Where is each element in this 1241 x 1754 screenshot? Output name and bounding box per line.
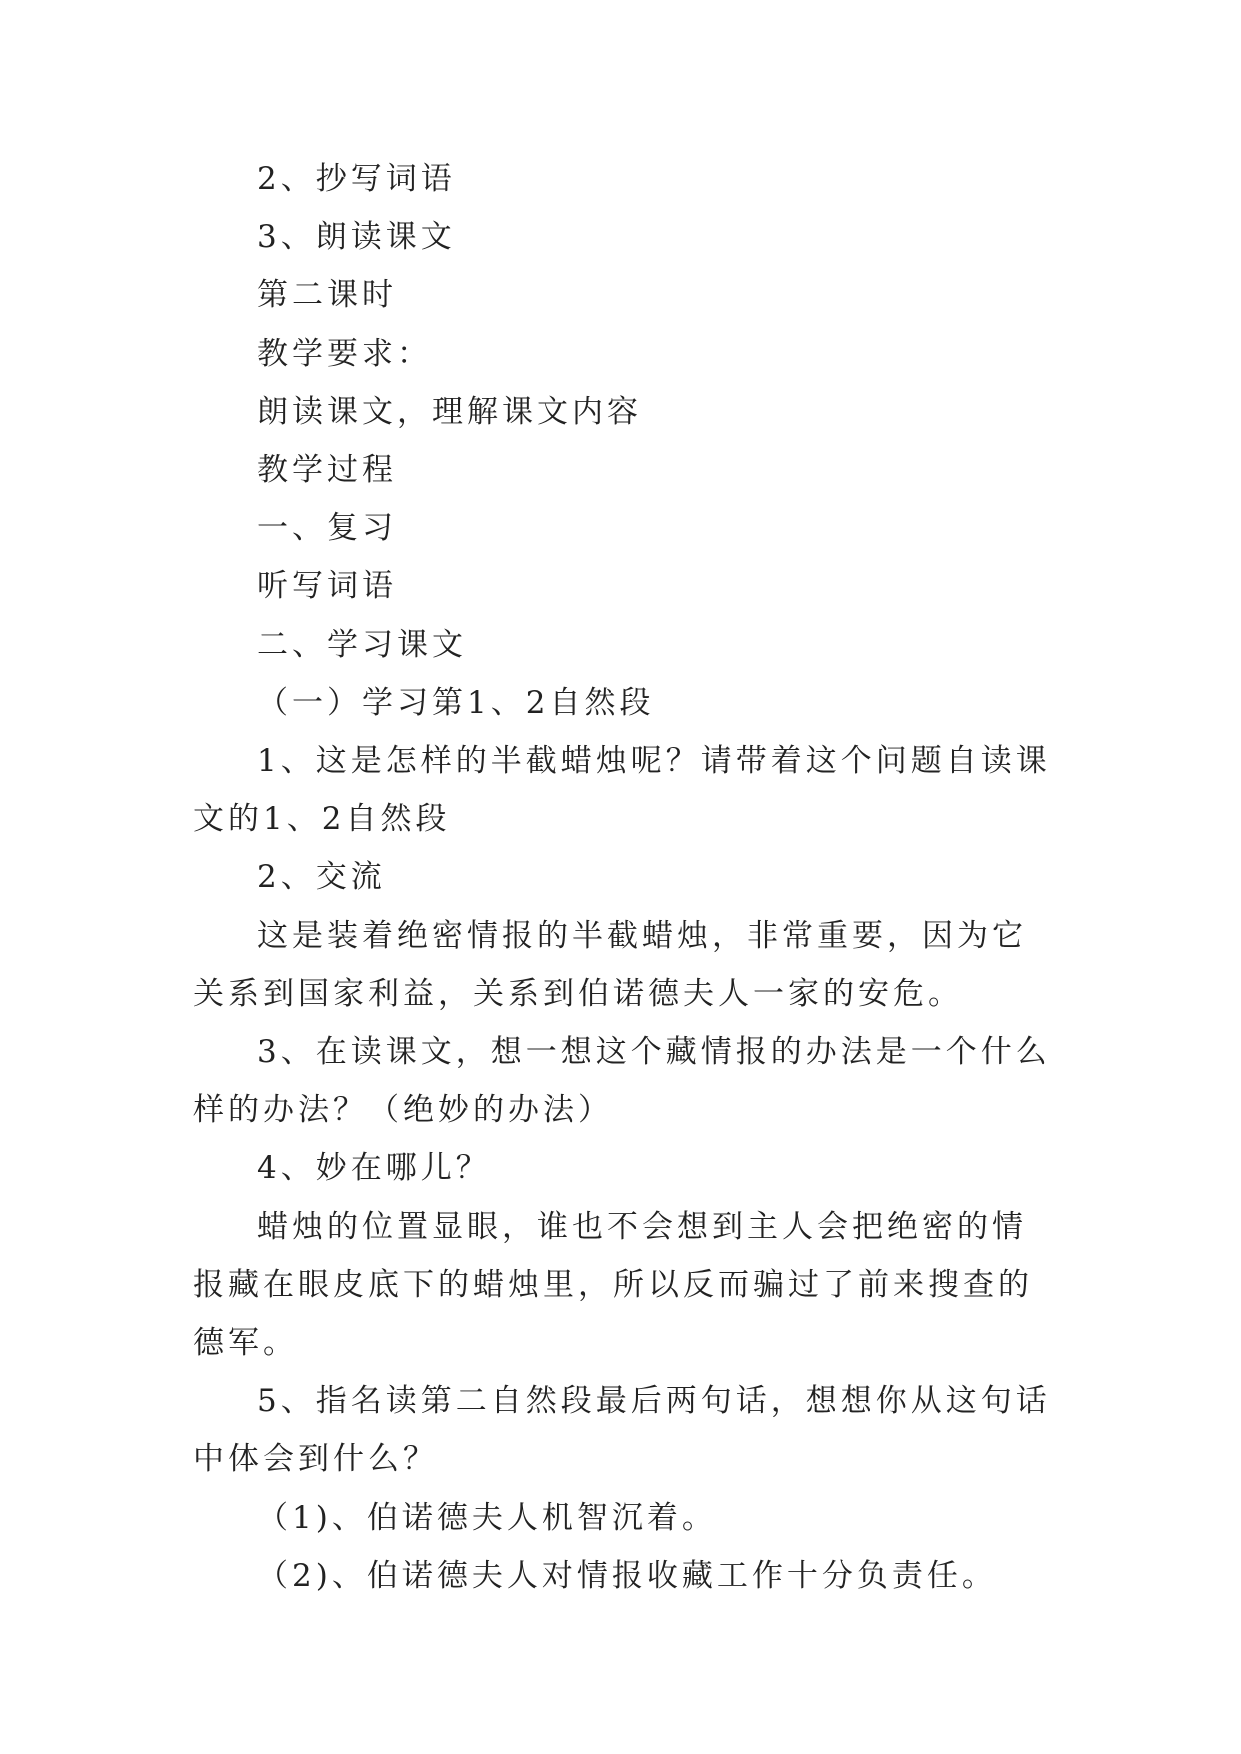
section-heading: 二、学习课文 — [257, 626, 467, 663]
list-item: （2)、伯诺德夫人对情报收藏工作十分负责任。 — [257, 1557, 997, 1594]
document-body — [193, 150, 1053, 1605]
subsection-heading: （一）学习第1、2自然段 — [257, 684, 655, 721]
paragraph: 蜡烛的位置显眼，谁也不会想到主人会把绝密的情报藏在眼皮底下的蜡烛里，所以反而骗过了前来搜查的德军。 — [193, 1208, 1033, 1362]
lesson-heading: 第二课时 — [257, 277, 397, 314]
paragraph: 这是装着绝密情报的半截蜡烛，非常重要，因为它关系到国家利益，关系到伯诺德夫人一家的安危。 — [193, 917, 1027, 1012]
paragraph: 朗读课文，理解课文内容 — [257, 393, 642, 430]
section-heading: 教学要求： — [257, 335, 432, 372]
paragraph: 2、抄写词语 — [257, 161, 456, 197]
section-heading: 教学过程 — [257, 452, 397, 489]
list-item: （1)、伯诺德夫人机智沉着。 — [257, 1499, 717, 1536]
paragraph: 3、在读课文，想一想这个藏情报的办法是一个什么样的办法？（绝妙的办法） — [193, 1034, 1051, 1129]
paragraph: 3、朗读课文 — [257, 219, 456, 256]
paragraph: 1、这是怎样的半截蜡烛呢？请带着这个问题自读课文的1、2自然段 — [193, 743, 1051, 838]
paragraph: 听写词语 — [257, 568, 397, 605]
paragraph: 2、交流 — [257, 859, 386, 896]
paragraph: 5、指名读第二自然段最后两句话，想想你从这句话中体会到什么？ — [193, 1383, 1051, 1478]
paragraph: 4、妙在哪儿？ — [257, 1150, 491, 1187]
section-heading: 一、复习 — [257, 510, 397, 547]
